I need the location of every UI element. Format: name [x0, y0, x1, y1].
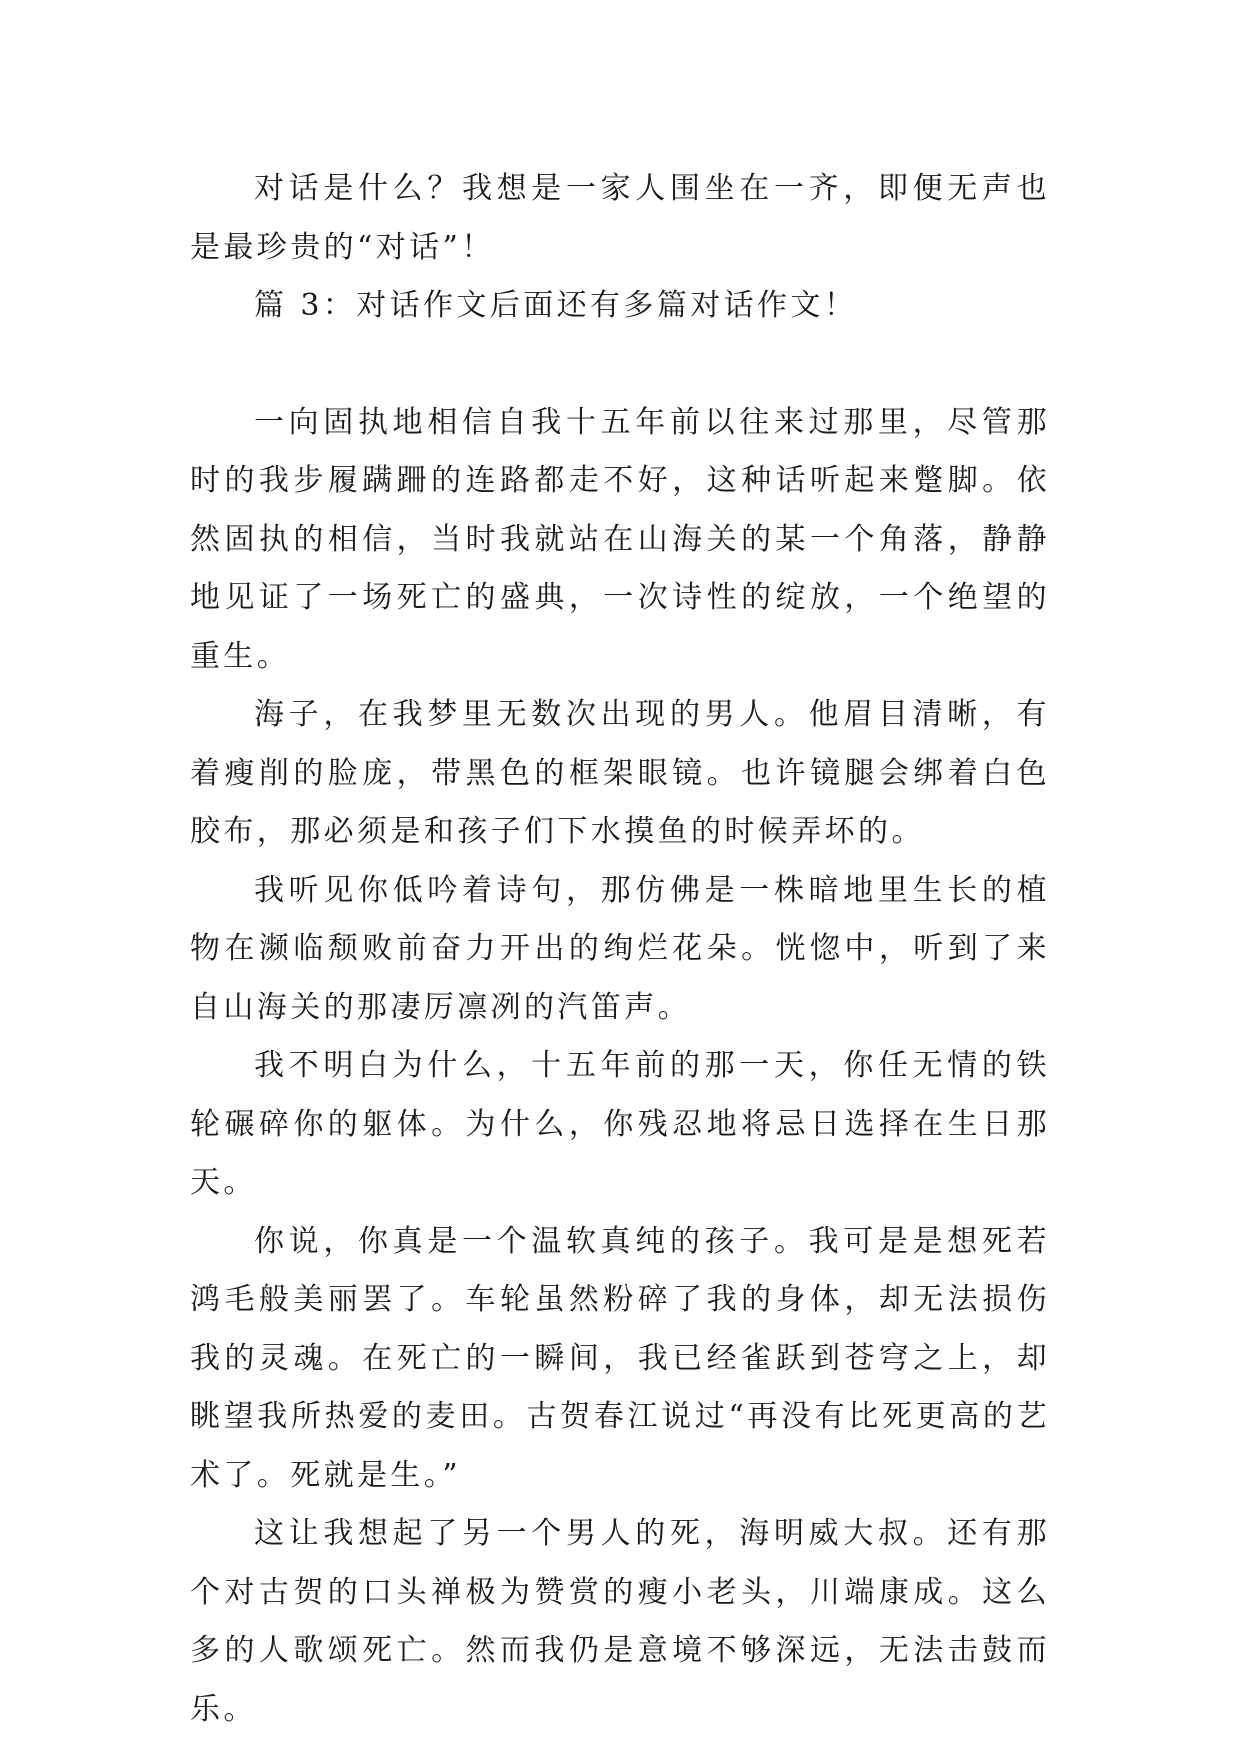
- document-page: [190, 160, 1050, 1739]
- section-heading: 篇 3：对话作文后面还有多篇对话作文！: [254, 288, 858, 323]
- paragraph-haizi: 海子，在我梦里无数次出现的男人。他眉目清晰，有着瘦削的脸庞，带黑色的框架眼镜。也许镜腿会绑着白色胶布，那必须是和孩子们下水摸鱼的时候弄坏的。: [190, 697, 1050, 849]
- paragraph-intro: 一向固执地相信自我十五年前以往来过那里，尽管那时的我步履蹒跚的连路都走不好，这种话听起来蹩脚。依然固执的相信，当时我就站在山海关的某一个角落，静静地见证了一场死亡的盛典，一次诗性的绽放，一个绝望的重生。: [190, 404, 1050, 674]
- paragraph-reflection: 这让我想起了另一个男人的死，海明威大叔。还有那个对古贺的口头禅极为赞赏的瘦小老头，川端康成。这么多的人歌颂死亡。然而我仍是意境不够深远，无法击鼓而乐。: [190, 1516, 1050, 1727]
- paragraph-poem: 我听见你低吟着诗句，那仿佛是一株暗地里生长的植物在濒临颓败前奋力开出的绚烂花朵。恍惚中，听到了来自山海关的那凄厉凛冽的汽笛声。: [190, 872, 1050, 1025]
- paragraph-dialogue-conclusion: 对话是什么？我想是一家人围坐在一齐，即便无声也是最珍贵的“对话”！: [190, 171, 1050, 265]
- paragraph-question: 我不明白为什么，十五年前的那一天，你任无情的铁轮碾碎你的躯体。为什么，你残忍地将忌日选择在生日那天。: [190, 1048, 1050, 1200]
- paragraph-answer: 你说，你真是一个温软真纯的孩子。我可是是想死若鸿毛般美丽罢了。车轮虽然粉碎了我的身体，却无法损伤我的灵魂。在死亡的一瞬间，我已经雀跃到苍穹之上，却眺望我所热爱的麦田。古贺春江说过“再没有比死更高的艺术了。死就是生。”: [190, 1223, 1050, 1493]
